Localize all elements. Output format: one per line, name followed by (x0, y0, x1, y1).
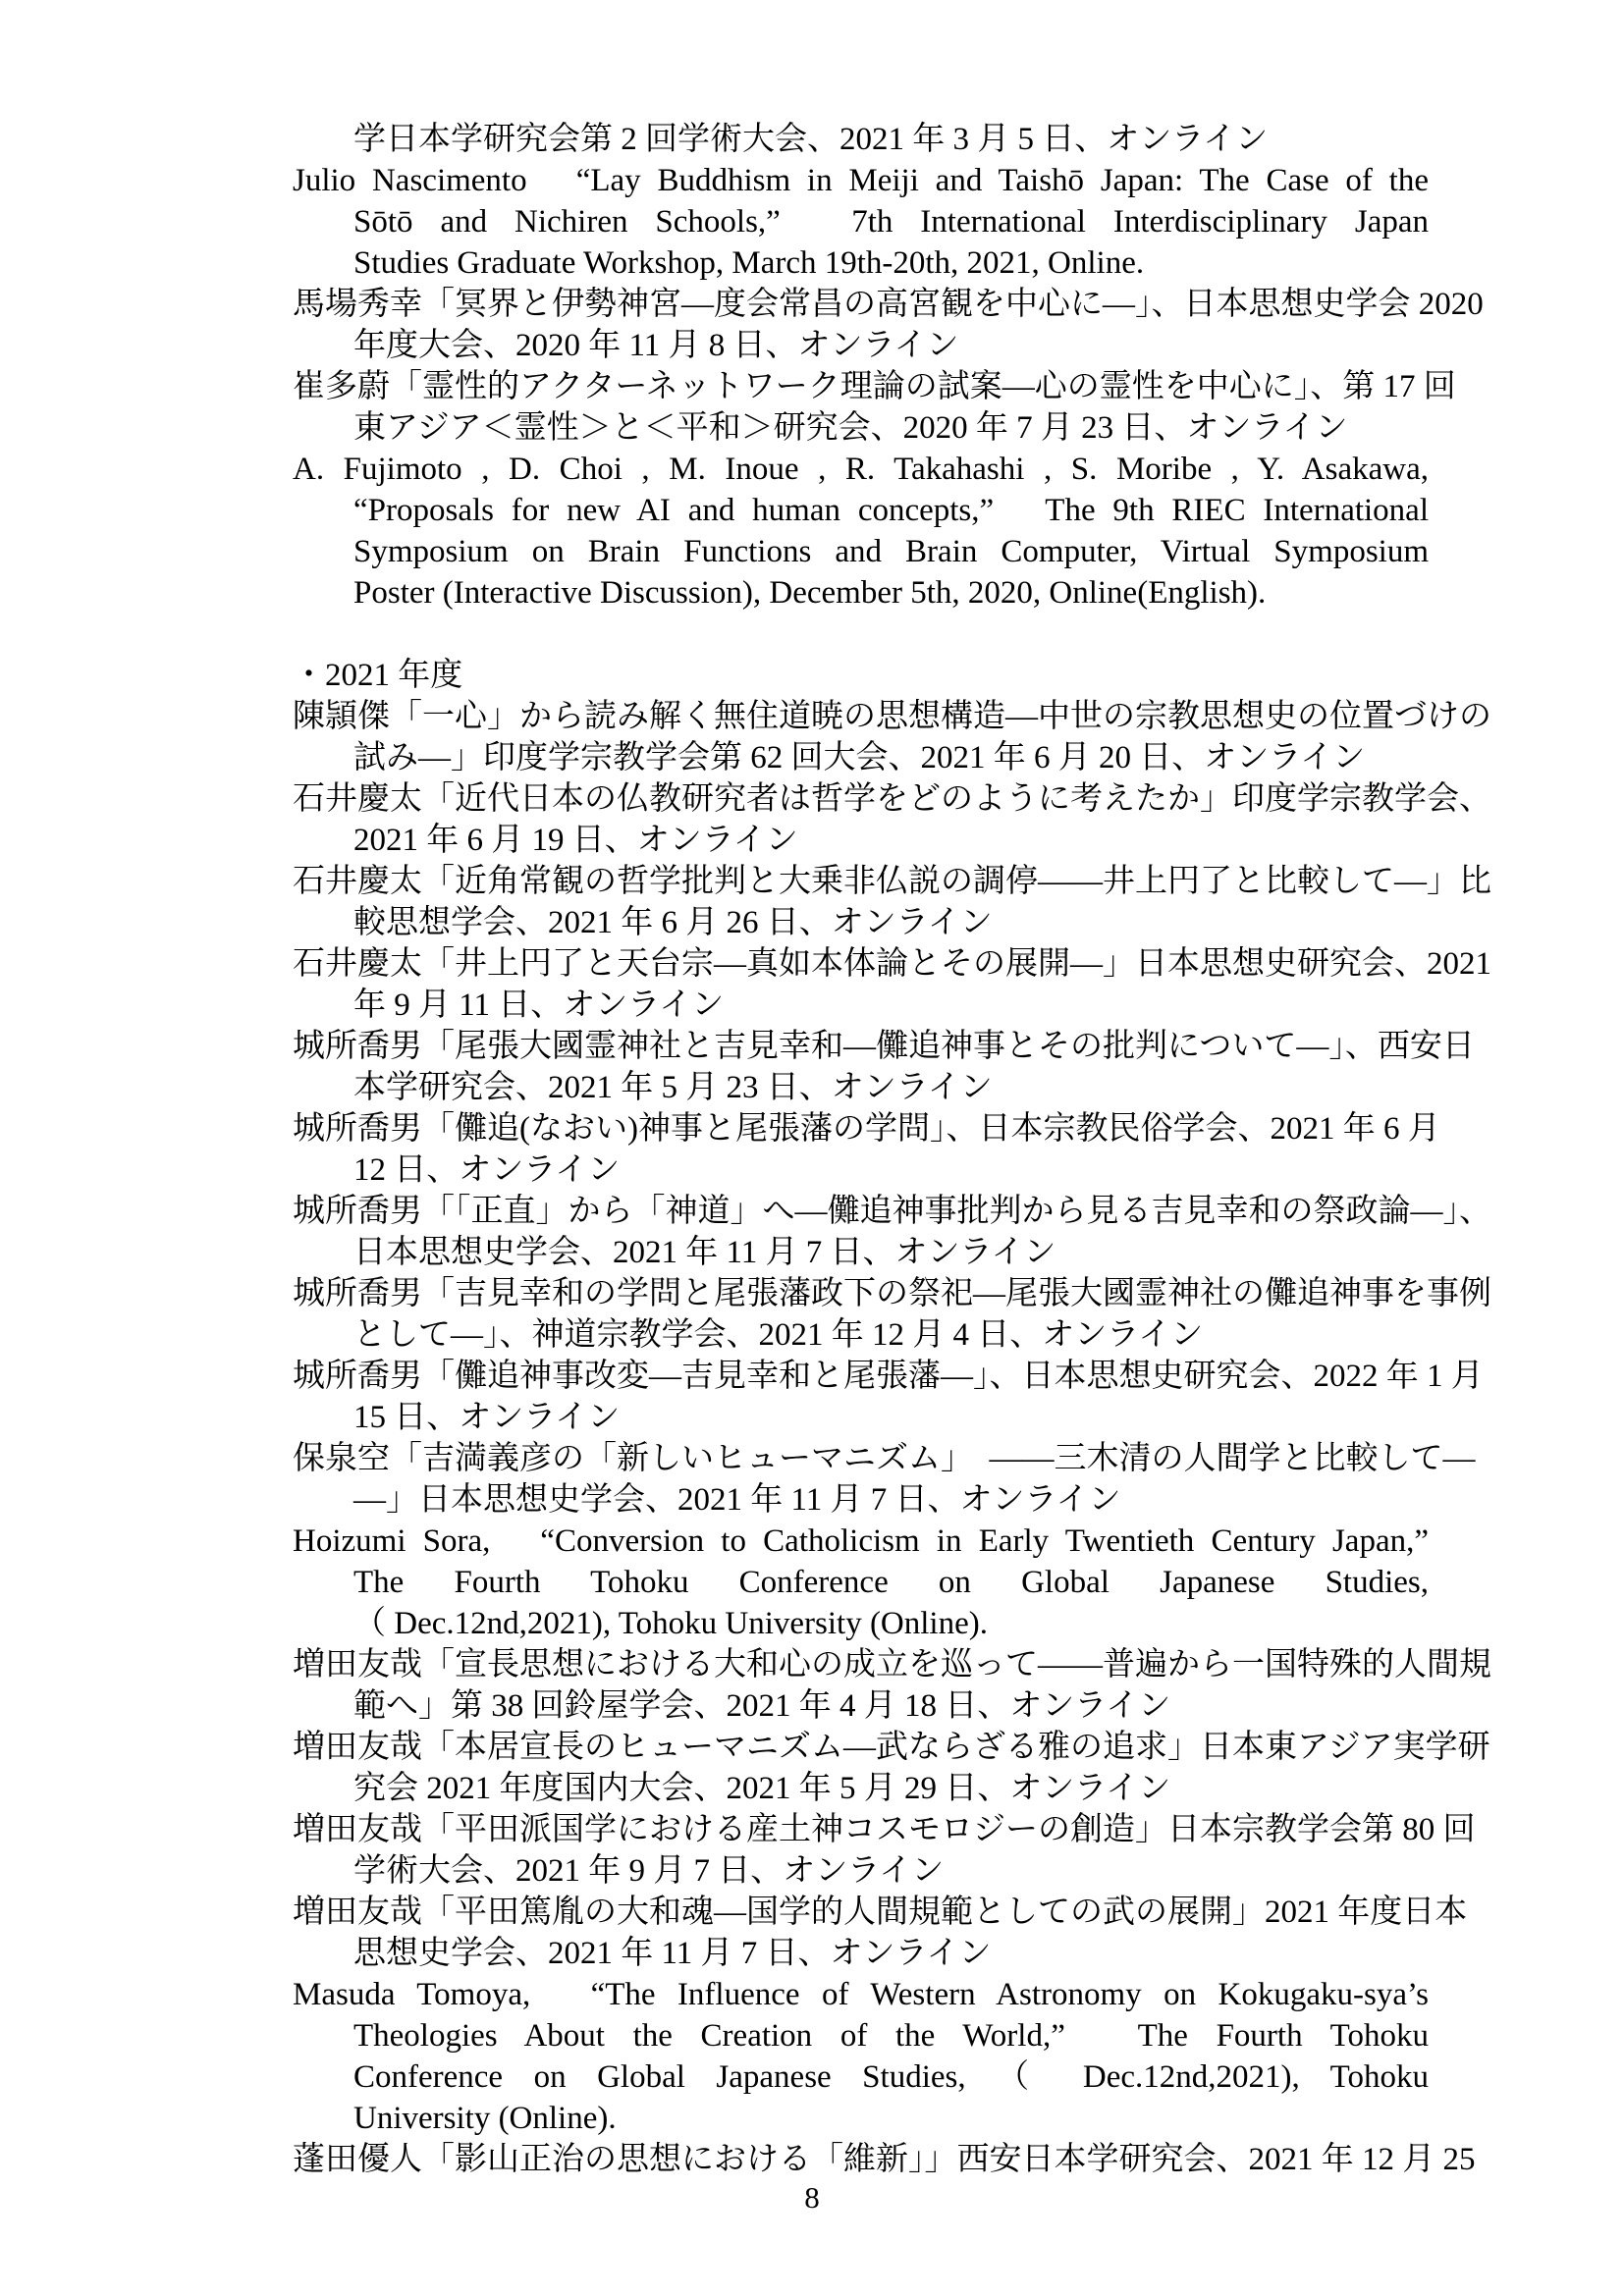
section-heading: ・2021 年度 (293, 658, 463, 693)
entry (293, 1108, 1440, 1191)
entry-line: 城所喬男「「正直」から「神道」へ―儺追神事批判から見る吉見幸和の祭政論―」、 (293, 1194, 1491, 1229)
entry-line: 増田友哉「平田派国学における産土神コスモロジーの創造」日本宗教学会第 80 回 (293, 1812, 1476, 1847)
entry (293, 284, 1484, 366)
entry (293, 449, 1429, 614)
entry-line: 馬場秀幸「冥界と伊勢神宮―度会常昌の高宮観を中心に―」、日本思想史学会 2020 (293, 287, 1484, 322)
entry-line: University (Online). (353, 2101, 617, 2136)
entry-line: 陳頴傑「一心」から読み解く無住道暁の思想構造―中世の宗教思想史の位置づけの (293, 699, 1491, 734)
entry (293, 1892, 1468, 1974)
entry-line: 崔多蔚「霊性的アクターネットワーク理論の試案―心の霊性を中心に」、第 17 回 (293, 369, 1456, 404)
entry-line: 石井慶太「近角常観の哲学批判と大乗非仏説の調停――井上円了と比較して―」比 (293, 864, 1491, 899)
entry (293, 1026, 1475, 1108)
entry-line: 城所喬男「吉見幸和の学問と尾張藩政下の祭祀―尾張大國霊神社の儺追神事を事例 (293, 1276, 1491, 1311)
entry (293, 366, 1456, 449)
entry-line: The Fourth Tohoku Conference on Global Japanese Studies, (353, 1565, 1429, 1600)
entry (293, 696, 1491, 778)
entry-line: 日本思想史学会、2021 年 11 月 7 日、オンライン (353, 1235, 1056, 1270)
entry (293, 1974, 1429, 2139)
entry-line: 学術大会、2021 年 9 月 7 日、オンライン (353, 1853, 945, 1889)
entry (293, 1273, 1491, 1356)
entry-line: 12 日、オンライン (353, 1152, 621, 1188)
entry-line: 思想史学会、2021 年 11 月 7 日、オンライン (353, 1936, 992, 1971)
entry-line: 城所喬男「儺追神事改変―吉見幸和と尾張藩―」、日本思想史研究会、2022 年 1 月 (293, 1359, 1484, 1394)
entry (293, 1356, 1484, 1438)
entry-line: 年 9 月 11 日、オンライン (353, 988, 725, 1023)
entry (293, 1191, 1491, 1273)
entry-line: 増田友哉「宣長思想における大和心の成立を巡って――普遍から一国特殊的人間規 (293, 1647, 1491, 1682)
entry-line: 本学研究会、2021 年 5 月 23 日、オンライン (353, 1070, 993, 1105)
entry-line: A. Fujimoto , D. Choi , M. Inoue , R. Takahashi , S. Moribe , Y. Asakawa, (293, 452, 1429, 487)
entry-line: 東アジア＜霊性＞と＜平和＞研究会、2020 年 7 月 23 日、オンライン (353, 410, 1348, 446)
blank-line (293, 614, 1429, 655)
entry-line: 増田友哉「本居宣長のヒューマニズム―武ならざる雅の追求」日本東アジア実学研 (293, 1730, 1490, 1765)
entry-line: 増田友哉「平田篤胤の大和魂―国学的人間規範としての武の展開」2021 年度日本 (293, 1895, 1468, 1930)
entry (293, 1644, 1491, 1727)
entry-line: 範へ」第 38 回鈴屋学会、2021 年 4 月 18 日、オンライン (353, 1688, 1171, 1724)
entry-line: “Proposals for new AI and human concepts,” The 9th RIEC International (353, 493, 1429, 528)
entry-line: Conference on Global Japanese Studies, （ Dec.12nd,2021), Tohoku (353, 2059, 1429, 2095)
entry-line: 究会 2021 年度国内大会、2021 年 5 月 29 日、オンライン (353, 1771, 1171, 1806)
entry-line: 石井慶太「井上円了と天台宗―真如本体論とその展開―」日本思想史研究会、2021 (293, 946, 1491, 982)
entry-line: 石井慶太「近代日本の仏教研究者は哲学をどのように考えたか」印度学宗教学会、 (293, 781, 1491, 817)
entry (293, 861, 1491, 943)
entry (293, 1521, 1429, 1644)
entry (293, 1809, 1476, 1892)
entry-line: Poster (Interactive Discussion), December 5th, 2020, Online(English). (353, 575, 1267, 611)
entry-line: ―」日本思想史学会、2021 年 11 月 7 日、オンライン (353, 1482, 1121, 1518)
presentation-list (293, 119, 1491, 2180)
entry (293, 778, 1491, 861)
entry (293, 1727, 1490, 1809)
entry-line: 城所喬男「尾張大國霊神社と吉見幸和―儺追神事とその批判について―」、西安日 (293, 1029, 1475, 1064)
entry-line: Symposium on Brain Functions and Brain Computer, Virtual Symposium (353, 534, 1429, 569)
entry (293, 2139, 1476, 2180)
entry-line: 2021 年 6 月 19 日、オンライン (353, 823, 798, 858)
entry-line: 年度大会、2020 年 11 月 8 日、オンライン (353, 328, 959, 363)
entry-line: 較思想学会、2021 年 6 月 26 日、オンライン (353, 905, 993, 940)
entry-line: Studies Graduate Workshop, March 19th-20th, 2021, Online. (353, 245, 1145, 281)
entry-line: 15 日、オンライン (353, 1400, 621, 1435)
entry-line: Sōtō and Nichiren Schools,” 7th International Interdisciplinary Japan (353, 204, 1429, 240)
entry-line: Julio Nascimento “Lay Buddhism in Meiji and Taishō Japan: The Case of the (293, 163, 1429, 198)
entry-line: 試み―」印度学宗教学会第 62 回大会、2021 年 6 月 20 日、オンライン (353, 740, 1366, 775)
entry-line: Masuda Tomoya, “The Influence of Western Astronomy on Kokugaku-sya’s (293, 1977, 1429, 2012)
entry (293, 1438, 1476, 1521)
entry (293, 160, 1429, 284)
entry (293, 119, 1429, 160)
page-number: 8 (804, 2180, 820, 2215)
entry-line: 保泉空「吉満義彦の「新しいヒューマニズム」 ――三木清の人間学と比較して― (293, 1441, 1476, 1476)
entry-line: （ Dec.12nd,2021), Tohoku University (Online). (353, 1606, 988, 1641)
entry (293, 943, 1491, 1026)
entry-line: 城所喬男「儺追(なおい)神事と尾張藩の学問」、日本宗教民俗学会、2021 年 6 月 (293, 1111, 1440, 1147)
entry-line: 学日本学研究会第 2 回学術大会、2021 年 3 月 5 日、オンライン (353, 122, 1269, 157)
entry-line: Hoizumi Sora, “Conversion to Catholicism in Early Twentieth Century Japan,” (293, 1523, 1429, 1559)
entry-line: 蓬田優人「影山正治の思想における「維新」」西安日本学研究会、2021 年 12 月 25 (293, 2142, 1476, 2177)
entry-line: として―」、神道宗教学会、2021 年 12 月 4 日、オンライン (353, 1317, 1204, 1353)
entry-line: Theologies About the Creation of the World,” The Fourth Tohoku (353, 2018, 1429, 2054)
